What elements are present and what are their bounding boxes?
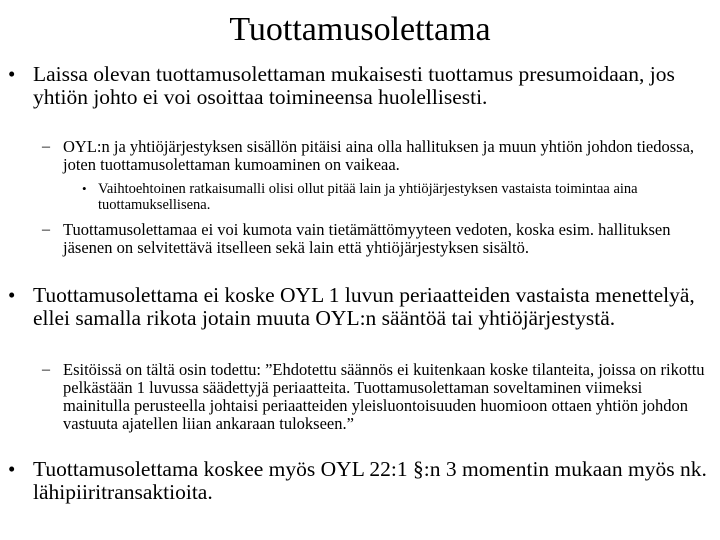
bullet-dot-icon: • (8, 283, 16, 307)
bullet-level1 (8, 458, 708, 504)
bullet-text: OYL:n ja yhtiöjärjestyksen sisällön pitäisi aina olla hallituksen ja muun yhtiön johdon tiedossa, joten tuottamusolettaman kumoaminen on vaikeaa. (63, 137, 695, 174)
bullet-dash-icon: – (42, 361, 50, 378)
bullet-level2 (42, 138, 712, 174)
bullet-dot-icon: • (8, 457, 16, 481)
bullet-level2 (42, 361, 712, 433)
bullet-text: Tuottamusolettama koskee myös OYL 22:1 §:n 3 momentin mukaan myös nk. lähipiiritransaktioita. (33, 457, 707, 504)
slide-title: Tuottamusolettama (229, 11, 491, 48)
bullet-dash-icon: – (42, 138, 50, 155)
bullet-dot-icon: • (8, 62, 16, 86)
bullet-text: Tuottamusolettama ei koske OYL 1 luvun periaatteiden vastaista menettelyä, ellei samalla rikota jotain muuta OYL:n sääntöä tai yhtiöjärjestystä. (33, 283, 695, 330)
bullet-text: Esitöissä on tältä osin todettu: ”Ehdotettu säännös ei kuitenkaan koske tilanteita, joissa on rikottu pelkästään 1 luvussa säädettyjä periaatteita. Tuottamusolettaman soveltaminen viimeksi mainitulla perusteella johtaisi periaatteiden yleisluontoisuuden huomioon ottaen yhtiön johdon vastuuta ajatellen liian ankaraan tulokseen.” (63, 360, 705, 433)
bullet-dot-icon: • (82, 181, 87, 196)
bullet-level1 (8, 284, 708, 330)
bullet-text: Vaihtoehtoinen ratkaisumalli olisi ollut pitää lain ja yhtiöjärjestyksen vastaista toimintaa aina tuottamuksellisena. (98, 181, 638, 213)
bullet-level1 (8, 63, 708, 109)
bullet-text: Tuottamusolettamaa ei voi kumota vain tietämättömyyteen vedoten, koska esim. hallituksen jäsenen on selvitettävä itselleen sekä lain että yhtiöjärjestyksen sisältö. (63, 220, 671, 257)
bullet-text: Laissa olevan tuottamusolettaman mukaisesti tuottamus presumoidaan, jos yhtiön johto ei voi osoittaa toimineensa huolellisesti. (33, 62, 675, 109)
bullet-dash-icon: – (42, 221, 50, 238)
bullet-level2 (42, 221, 712, 257)
bullet-level3 (82, 181, 712, 213)
